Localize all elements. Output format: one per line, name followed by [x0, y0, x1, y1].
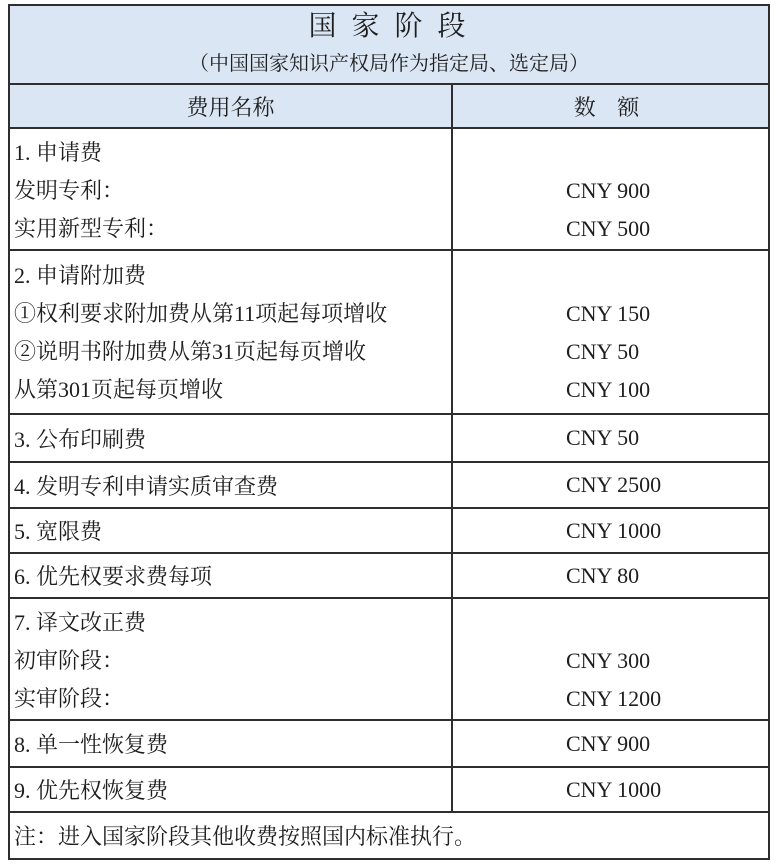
- fee-row-grace-period: [10, 509, 768, 554]
- fee-heading: 1. 申请费: [14, 140, 103, 165]
- fee-row-publication-printing: [10, 415, 768, 463]
- fee-amount: CNY 150: [566, 301, 651, 326]
- fee-name-cell: 9. 优先权恢复费: [10, 768, 453, 811]
- fee-row-substantive-examination: [10, 463, 768, 509]
- fee-heading: 2. 申请附加费: [14, 263, 147, 288]
- amount-spacer: [566, 257, 768, 295]
- fee-amount-cell: CNY 2500: [566, 472, 662, 497]
- fee-amount-cell: CNY 50: [566, 425, 640, 450]
- fee-amount-cell: CNY 80: [566, 562, 640, 588]
- fee-amount-cell: [453, 129, 768, 249]
- fee-row-priority-claim: [10, 554, 768, 599]
- fee-amount-cell: CNY 1000: [566, 517, 662, 543]
- table-title: 国 家 阶 段: [308, 11, 470, 42]
- fee-table: [8, 4, 770, 860]
- fee-name-cell: 8. 单一性恢复费: [10, 721, 453, 766]
- fee-row-application: [10, 129, 768, 251]
- fee-amount: CNY 300: [566, 648, 651, 673]
- fee-amount: CNY 50: [566, 339, 640, 364]
- fee-name-cell: 6. 优先权要求费每项: [10, 554, 453, 597]
- fee-name-cell: [10, 129, 453, 249]
- fee-name-cell: [10, 599, 453, 719]
- table-note: 注：进入国家阶段其他收费按照国内标准执行。: [14, 824, 477, 849]
- fee-amount-cell: [453, 599, 768, 719]
- amount-spacer: [566, 604, 768, 642]
- fee-amount: CNY 1200: [566, 686, 662, 711]
- fee-item-label: 发明专利：: [14, 178, 125, 203]
- table-subtitle: （中国国家知识产权局作为指定局、选定局）: [189, 53, 589, 75]
- fee-item-label: ②说明书附加费从第31页起每页增收: [14, 339, 367, 364]
- header-fee-name: 费用名称: [10, 85, 453, 127]
- fee-item-label: 实用新型专利：: [14, 216, 169, 241]
- fee-amount-cell: [453, 251, 768, 413]
- fee-amount-cell: CNY 1000: [566, 776, 662, 802]
- fee-item-label: ①权利要求附加费从第11项起每项增收: [14, 301, 388, 326]
- fee-row-translation-correction: [10, 599, 768, 721]
- amount-spacer: [566, 134, 768, 172]
- table-header-row: [10, 85, 768, 129]
- fee-amount-cell: CNY 900: [566, 730, 651, 756]
- fee-heading: 7. 译文改正费: [14, 610, 147, 635]
- table-note-row: [10, 813, 768, 858]
- fee-name-cell: 4. 发明专利申请实质审查费: [10, 463, 453, 507]
- fee-name-cell: [10, 251, 453, 413]
- fee-name-cell: 5. 宽限费: [10, 509, 453, 552]
- fee-row-unity-restoration: [10, 721, 768, 768]
- fee-amount: CNY 500: [566, 216, 651, 241]
- fee-row-priority-restoration: [10, 768, 768, 813]
- fee-item-label: 从第301页起每页增收: [14, 377, 224, 402]
- fee-name-cell: 3. 公布印刷费: [10, 415, 453, 461]
- table-title-block: [10, 6, 768, 85]
- header-amount: 数 额: [573, 94, 648, 120]
- fee-amount: CNY 100: [566, 377, 651, 402]
- fee-row-additional: [10, 251, 768, 415]
- fee-item-label: 初审阶段：: [14, 648, 125, 673]
- fee-amount: CNY 900: [566, 178, 651, 203]
- fee-item-label: 实审阶段：: [14, 686, 125, 711]
